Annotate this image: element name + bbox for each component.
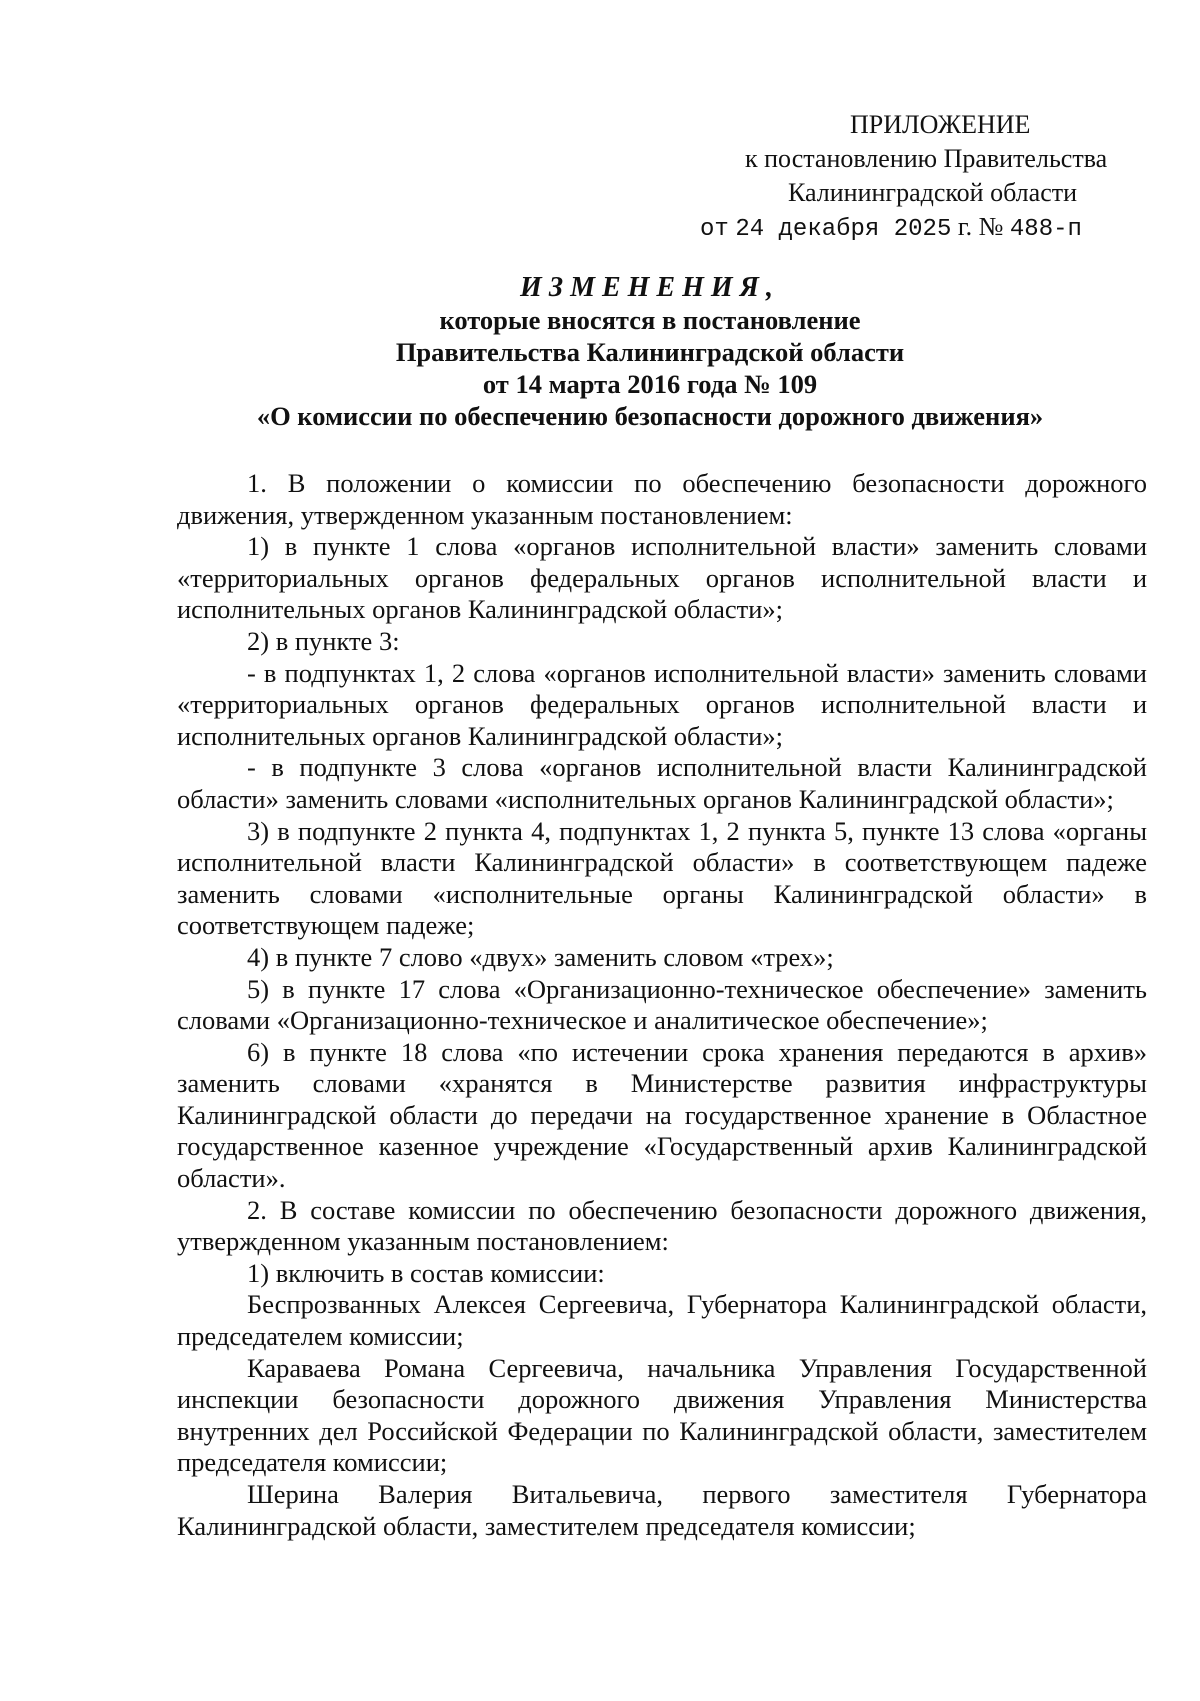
paragraph: Шерина Валерия Витальевича, первого заместителя Губернатора Калининградской области, заместителем председателя комиссии; bbox=[177, 1479, 1147, 1541]
paragraph: Караваева Романа Сергеевича, начальника Управления Государственной инспекции безопасности дорожного движения Управления Министерства внутренних дел Российской Федерации по Калининградской области, заместителем председателя комиссии; bbox=[177, 1352, 1147, 1478]
title-line-2: Правительства Калининградской области bbox=[395, 337, 905, 367]
paragraph: - в подпункте 3 слова «органов исполнительной власти Калининградской области» заменить словами «исполнительных органов Калининградской области»; bbox=[177, 752, 1147, 814]
paragraph: 3) в подпункте 2 пункта 4, подпунктах 1, 2 пункта 5, пункте 13 слова «органы исполнительной власти Калининградской области» в соответствующем падеже заменить словами «исполнительные органы Калининградской области» в соответствующем падеже; bbox=[177, 815, 1147, 941]
paragraph: 4) в пункте 7 слово «двух» заменить словом «трех»; bbox=[247, 941, 834, 972]
paragraph: 6) в пункте 18 слова «по истечении срока хранения передаются в архив» заменить словами «хранятся в Министерстве развития инфраструктуры Калининградской области до передачи на государственное хранение в Областное государственное казенное учреждение «Государственный архив Калининградской области». bbox=[177, 1036, 1147, 1194]
date-number-label: г. № bbox=[957, 212, 1004, 241]
date-value: 24 декабря 2025 bbox=[735, 216, 952, 243]
paragraph: 5) в пункте 17 слова «Организационно-техническое обеспечение» заменить словами «Организационно-техническое и аналитическое обеспечение»; bbox=[177, 973, 1147, 1036]
appendix-line-resolution: к постановлению Правительства bbox=[745, 144, 1108, 173]
paragraph: 1) в пункте 1 слова «органов исполнительной власти» заменить словами «территориальных органов федеральных органов исполнительной власти и исполнительных органов Калининградской области»; bbox=[177, 531, 1147, 625]
paragraph: 2. В составе комиссии по обеспечению безопасности дорожного движения, утвержденном указанным постановлением: bbox=[177, 1194, 1147, 1257]
appendix-title: ПРИЛОЖЕНИЕ bbox=[850, 110, 1031, 139]
paragraph: Беспрозванных Алексея Сергеевича, Губернатора Калининградской области, председателем комиссии; bbox=[177, 1289, 1147, 1352]
appendix-header bbox=[700, 108, 1180, 247]
document-body bbox=[177, 468, 1147, 1542]
title-heading: ИЗМЕНЕНИЯ, bbox=[520, 272, 780, 303]
paragraph: 1) включить в состав комиссии: bbox=[247, 1257, 605, 1288]
title-line-3: от 14 марта 2016 года № 109 bbox=[482, 369, 818, 399]
document-number: 488-п bbox=[1009, 216, 1082, 243]
title-line-4: «О комиссии по обеспечению безопасности дорожного движения» bbox=[256, 401, 1044, 431]
appendix-date-line bbox=[700, 210, 1180, 247]
title-line-1: которые вносятся в постановление bbox=[439, 305, 861, 335]
document-title bbox=[170, 272, 1130, 432]
paragraph: 1. В положении о комиссии по обеспечению безопасности дорожного движения, утвержденном указанным постановлением: bbox=[177, 468, 1147, 530]
appendix-line-region: Калининградской области bbox=[788, 178, 1078, 207]
paragraph: 2) в пункте 3: bbox=[247, 625, 400, 656]
paragraph: - в подпунктах 1, 2 слова «органов исполнительной власти» заменить словами «территориальных органов федеральных органов исполнительной власти и исполнительных органов Калининградской области»; bbox=[177, 657, 1147, 751]
date-prefix: от bbox=[700, 216, 729, 243]
